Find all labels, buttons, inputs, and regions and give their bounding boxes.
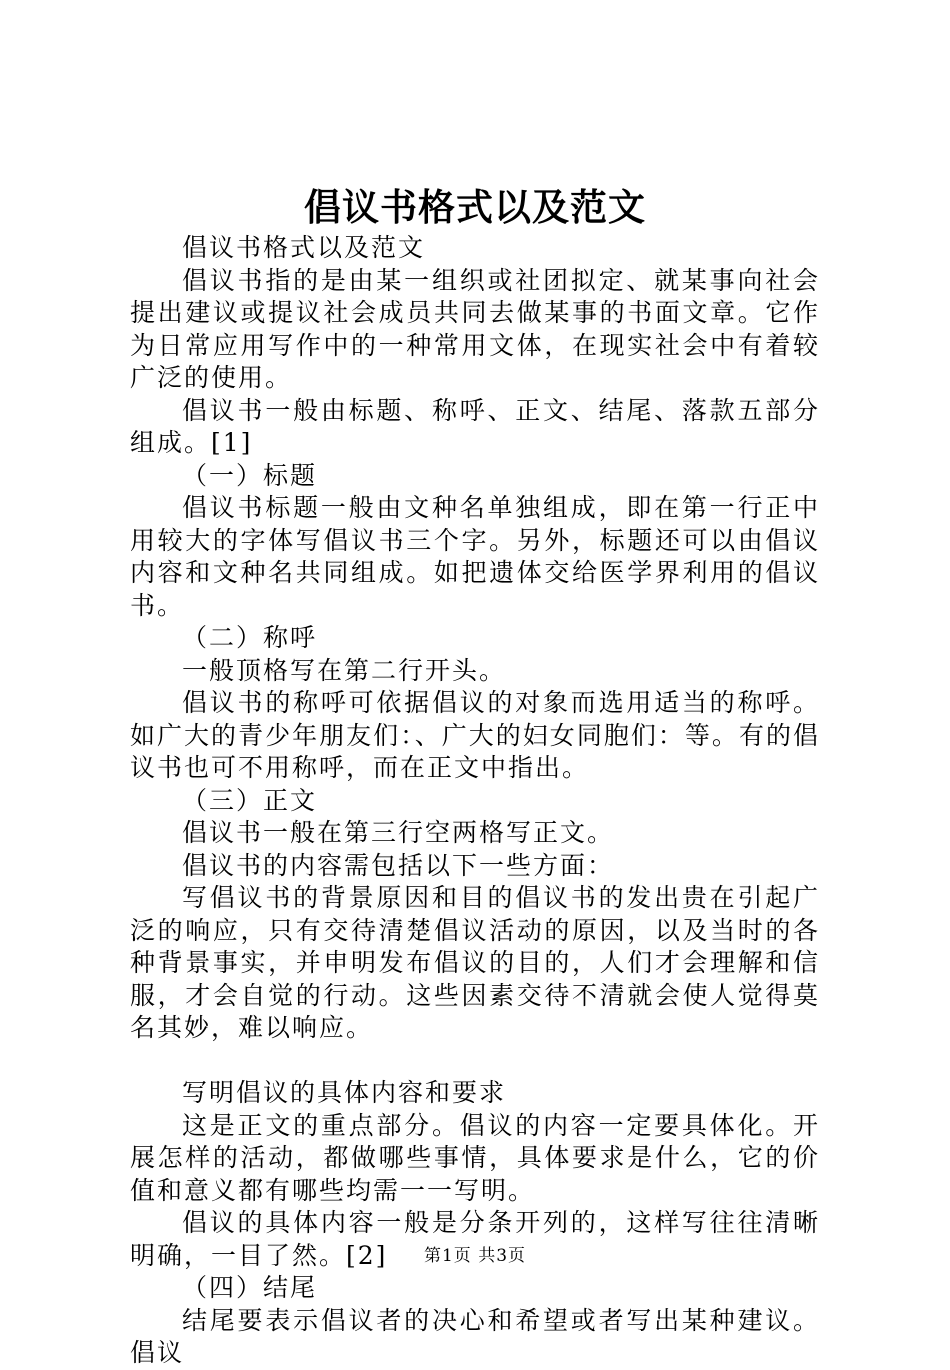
paragraph-content-details: 这是正文的重点部分。倡议的内容一定要具体化。开展怎样的活动，都做哪些事情，具体要求是什么，它的价值和意义都有哪些均需一一写明。 [130,1110,820,1205]
paragraph-content-list: 倡议的具体内容一般是分条开列的，这样写往往清晰明确，一目了然。[2] [130,1208,820,1270]
paragraph-body-position: 倡议书一般在第三行空两格写正文。 [182,818,615,847]
section-heading-title: （一）标题 [182,460,318,490]
document-body [130,232,820,1370]
paragraph-background: 写倡议书的背景原因和目的倡议书的发出贵在引起广泛的响应，只有交待清楚倡议活动的原因，以及当时的各种背景事实，并申明发布倡议的目的，人们才会理解和信服，才会自觉的行动。这些因素交待不清就会使人觉得莫名其妙，难以响应。 [130,883,820,1042]
paragraph-content-heading: 写明倡议的具体内容和要求 [182,1078,507,1107]
paragraph-structure: 倡议书一般由标题、称呼、正文、结尾、落款五部分组成。[1] [130,395,820,457]
paragraph-body-contents: 倡议书的内容需包括以下一些方面： [182,850,615,880]
paragraph-subtitle: 倡议书格式以及范文 [182,233,426,262]
paragraph-salutation-details: 倡议书的称呼可依据倡议的对象而选用适当的称呼。如广大的青少年朋友们：、广大的妇女同胞们：等。有的倡议书也可不用称呼，而在正文中指出。 [130,688,820,782]
paragraph-title-details: 倡议书标题一般由文种名单独组成，即在第一行正中用较大的字体写倡议书三个字。另外，标题还可以由倡议内容和文种名共同组成。如把遗体交给医学界利用的倡议书。 [130,493,820,620]
page-footer: 第1页 共3页 [423,1246,527,1266]
section-heading-salutation: （二）称呼 [182,623,318,652]
section-heading-body: （三）正文 [182,785,318,815]
section-heading-ending: （四）结尾 [182,1273,318,1302]
document-title: 倡议书格式以及范文 [304,185,646,229]
paragraph-ending: 结尾要表示倡议者的决心和希望或者写出某种建议。倡议 [130,1305,820,1367]
paragraph-salutation-position: 一般顶格写在第二行开头。 [182,655,507,685]
paragraph-definition: 倡议书指的是由某一组织或社团拟定、就某事向社会提出建议或提议社会成员共同去做某事的书面文章。它作为日常应用写作中的一种常用文体，在现实社会中有着较广泛的使用。 [130,265,820,392]
blank-line [130,1045,820,1078]
